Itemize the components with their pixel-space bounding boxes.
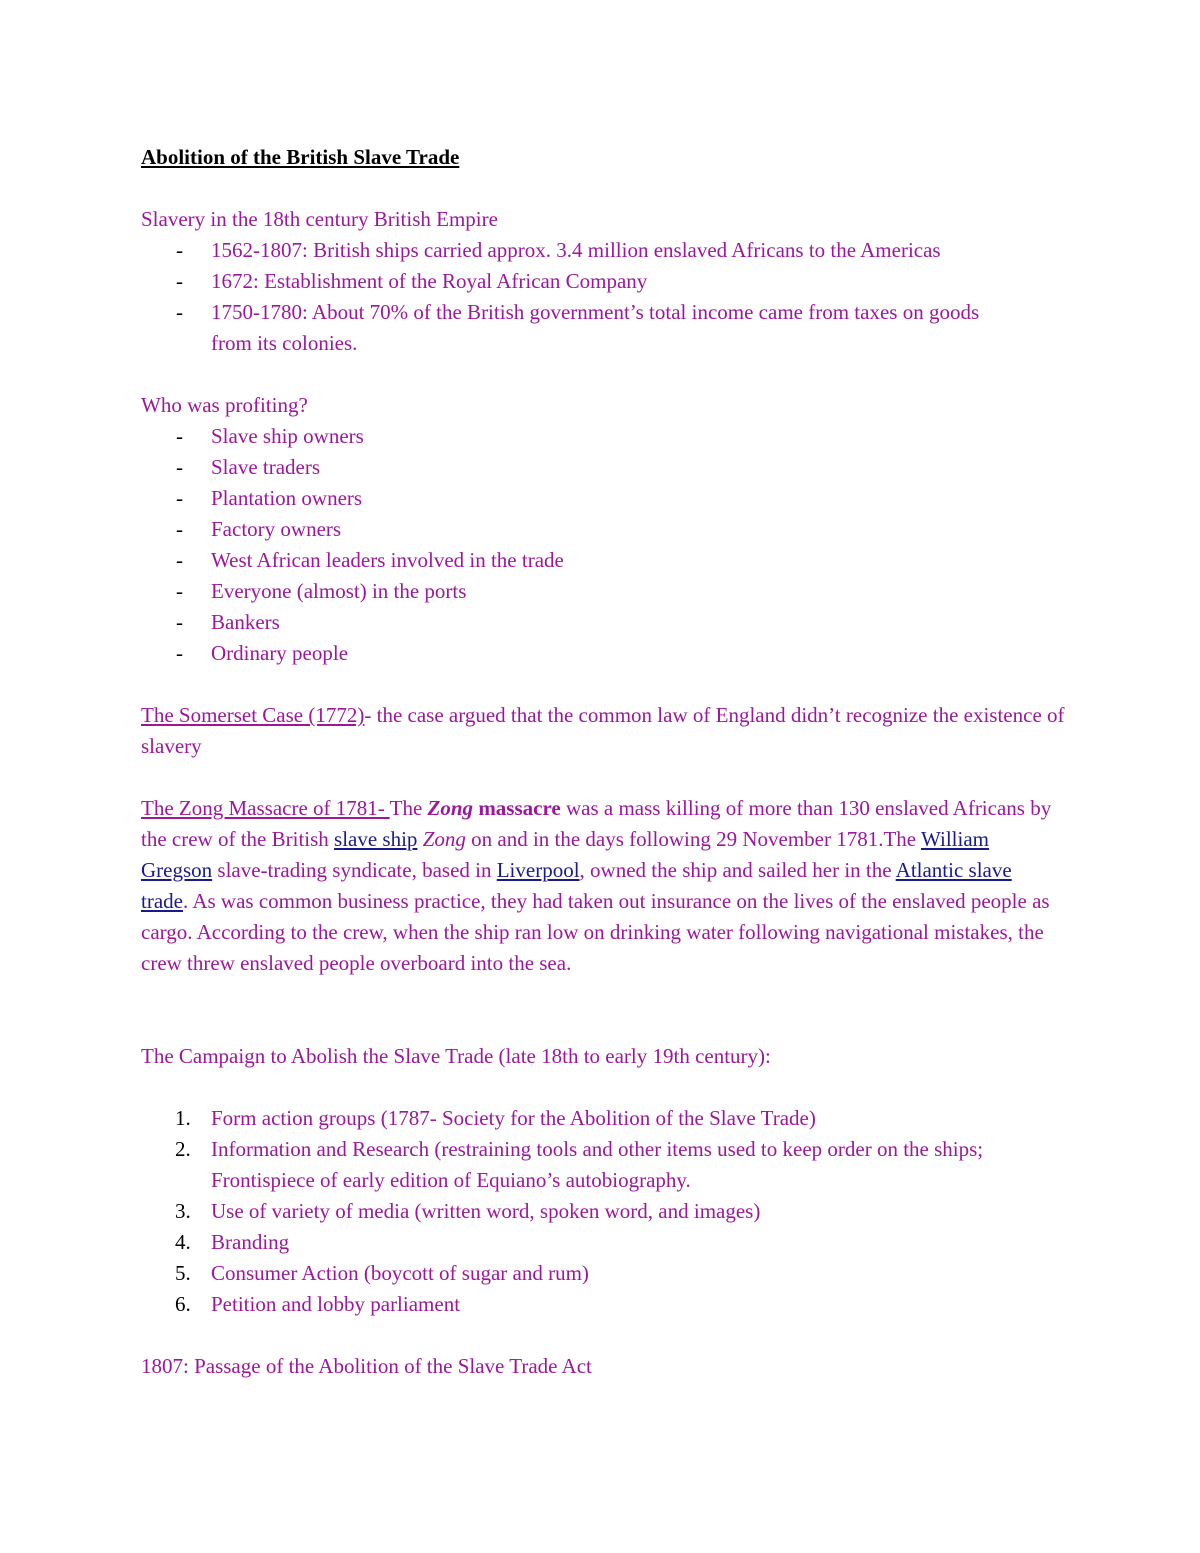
list-item xyxy=(141,297,1021,359)
numbered-item xyxy=(141,1103,1071,1134)
numbered-item xyxy=(141,1258,1071,1289)
list-item xyxy=(141,514,1071,545)
final-line: 1807: Passage of the Abolition of the Slave Trade Act xyxy=(141,1354,592,1378)
list-item xyxy=(141,607,1071,638)
massacre-emphasis: massacre xyxy=(473,796,561,820)
list-item-text: Factory owners xyxy=(211,517,342,541)
list-item xyxy=(141,421,1071,452)
item-number: 6. xyxy=(175,1292,191,1316)
list-item-text: 1562-1807: British ships carried approx. 3.4 million enslaved Africans to the Americas xyxy=(211,238,941,262)
text-run: was a mass killing of more than 130 enslaved Africans by the crew of the British xyxy=(141,796,1052,851)
numbered-item xyxy=(141,1196,1071,1227)
list-item-text: 1750-1780: About 70% of the British government’s total income came from taxes on goods from its colonies. xyxy=(211,300,980,355)
section-heading-slavery: Slavery in the 18th century British Empire xyxy=(141,207,498,231)
bullet-dash: - xyxy=(176,424,183,448)
numbered-item-text: Form action groups (1787- Society for the Abolition of the Slave Trade) xyxy=(211,1106,816,1130)
liverpool-link[interactable]: Liverpool xyxy=(496,858,580,882)
list-item-text: Bankers xyxy=(211,610,280,634)
numbered-item xyxy=(141,1289,1071,1320)
list-item-text: West African leaders involved in the trade xyxy=(211,548,564,572)
text-run: , owned the ship and sailed her in the xyxy=(579,858,896,882)
zong-massacre-heading: The Zong Massacre of 1781- xyxy=(141,796,390,820)
list-item-text: 1672: Establishment of the Royal African Company xyxy=(211,269,648,293)
bullet-dash: - xyxy=(176,455,183,479)
campaign-heading: The Campaign to Abolish the Slave Trade (late 18th to early 19th century): xyxy=(141,1044,771,1068)
spacer xyxy=(141,979,1071,1041)
text-run: The xyxy=(389,796,428,820)
zong-emphasis: Zong xyxy=(427,796,474,820)
numbered-item-text: Use of variety of media (written word, spoken word, and images) xyxy=(211,1199,761,1223)
bullet-dash: - xyxy=(176,269,183,293)
item-number: 5. xyxy=(175,1261,191,1285)
william-gregson-link[interactable]: William Gregson xyxy=(141,827,989,882)
list-item xyxy=(141,545,1071,576)
item-number: 2. xyxy=(175,1137,191,1161)
spacer xyxy=(141,762,1071,793)
zong-italic: Zong xyxy=(422,827,466,851)
somerset-text: - the case argued that the common law of England didn’t recognize the existence of slavery xyxy=(141,703,1065,758)
numbered-item-text: Branding xyxy=(211,1230,290,1254)
spacer xyxy=(141,669,1071,700)
numbered-item-text: Information and Research (restraining tools and other items used to keep order on the ships; Frontispiece of early edition of Equiano’s autobiography. xyxy=(211,1137,984,1192)
slave-ship-link[interactable]: slave ship xyxy=(334,827,418,851)
list-item-text: Slave traders xyxy=(211,455,321,479)
item-number: 1. xyxy=(175,1106,191,1130)
item-number: 4. xyxy=(175,1230,191,1254)
list-item xyxy=(141,266,1071,297)
list-item-text: Everyone (almost) in the ports xyxy=(211,579,467,603)
document-title: Abolition of the British Slave Trade xyxy=(141,145,460,169)
spacer xyxy=(141,173,1071,204)
bullet-dash: - xyxy=(176,517,183,541)
list-item-text: Slave ship owners xyxy=(211,424,364,448)
numbered-item-text: Petition and lobby parliament xyxy=(211,1292,461,1316)
spacer xyxy=(141,1320,1071,1351)
atlantic-slave-trade-link[interactable]: Atlantic slave trade xyxy=(141,858,1012,913)
bullet-dash: - xyxy=(176,579,183,603)
bullet-dash: - xyxy=(176,548,183,572)
text-run: on and in the days following 29 November 1781.The xyxy=(465,827,921,851)
text-run: slave-trading syndicate, based in xyxy=(212,858,497,882)
zong-paragraph xyxy=(141,793,1056,979)
item-number: 3. xyxy=(175,1199,191,1223)
list-item-text: Ordinary people xyxy=(211,641,349,665)
list-item xyxy=(141,452,1071,483)
document-page xyxy=(141,142,1071,1382)
text-run: . As was common business practice, they had taken out insurance on the lives of the enslaved people as cargo. According to the crew, when the ship ran low on drinking water following navigational mistakes, the crew threw enslaved people overboard into the sea. xyxy=(141,889,1050,975)
list-item xyxy=(141,483,1071,514)
list-item xyxy=(141,235,1071,266)
bullet-dash: - xyxy=(176,641,183,665)
bullet-dash: - xyxy=(176,300,183,324)
bullet-dash: - xyxy=(176,486,183,510)
numbered-item xyxy=(141,1227,1071,1258)
list-item xyxy=(141,638,1071,669)
somerset-case-heading: The Somerset Case (1772) xyxy=(141,703,365,727)
spacer xyxy=(141,1072,1071,1103)
spacer xyxy=(141,359,1071,390)
bullet-dash: - xyxy=(176,238,183,262)
numbered-item-text: Consumer Action (boycott of sugar and rum) xyxy=(211,1261,589,1285)
somerset-paragraph xyxy=(141,700,1066,762)
numbered-item xyxy=(141,1134,1021,1196)
bullet-dash: - xyxy=(176,610,183,634)
section-heading-profiting: Who was profiting? xyxy=(141,393,308,417)
list-item-text: Plantation owners xyxy=(211,486,363,510)
list-item xyxy=(141,576,1071,607)
